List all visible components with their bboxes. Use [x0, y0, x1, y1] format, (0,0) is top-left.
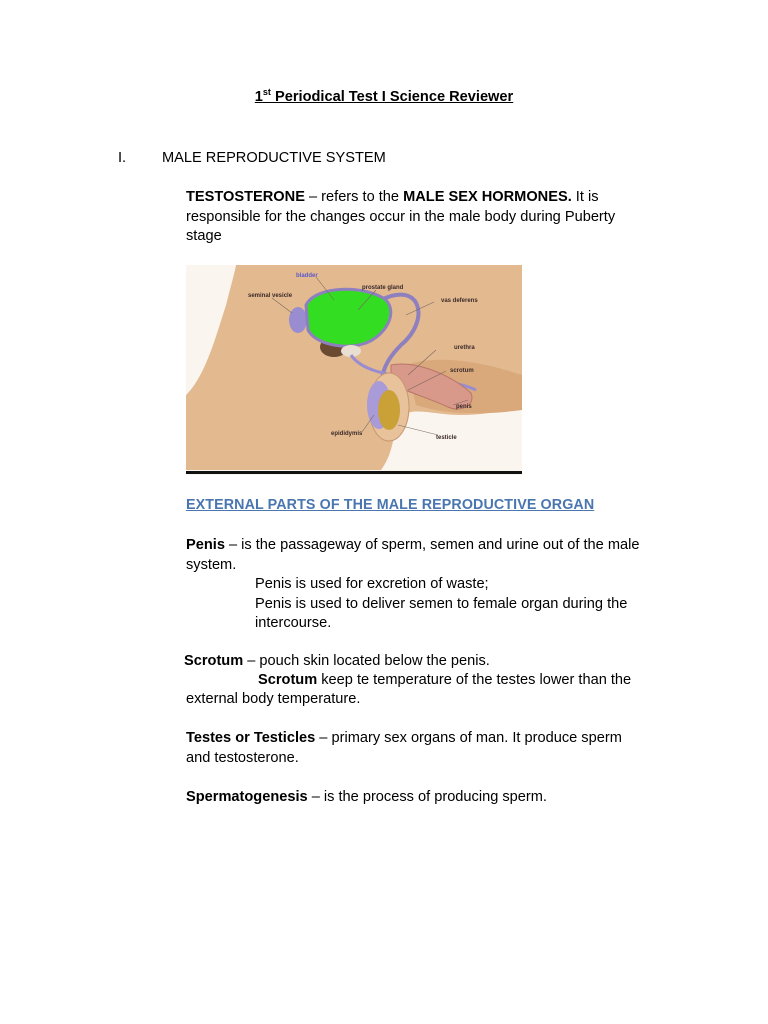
- testosterone-paragraph: [186, 188, 666, 247]
- external-parts-heading: EXTERNAL PARTS OF THE MALE REPRODUCTIVE ORGAN: [186, 497, 595, 513]
- label-vas-deferens: vas deferens: [441, 298, 478, 304]
- title-superscript: st: [262, 87, 271, 97]
- bladder: [306, 289, 391, 346]
- testosterone-line-3: stage: [186, 228, 222, 244]
- spermatogenesis-paragraph: [186, 788, 666, 808]
- scrotum-line-2: [258, 671, 631, 691]
- penis-line-1-text: – is the passageway of sperm, semen and urine out of the male: [224, 537, 640, 553]
- label-prostate-gland: prostate gland: [362, 285, 404, 291]
- penis-uses: [255, 575, 675, 634]
- label-seminal-vesicle: seminal vesicle: [248, 293, 293, 299]
- scrotum-line-1: [184, 652, 490, 672]
- testes-line-1: [186, 729, 666, 749]
- reproductive-system-diagram: [186, 265, 522, 475]
- page-title: [0, 87, 768, 105]
- penis-line-2: system.: [186, 556, 237, 573]
- label-bladder: bladder: [296, 273, 318, 279]
- testosterone-text: – refers to the: [304, 189, 404, 205]
- anatomy-figure: [186, 265, 522, 475]
- penis-line-1: [186, 536, 666, 556]
- testes-line-1-text: – primary sex organs of man. It produce sperm: [315, 730, 622, 746]
- testes-term: Testes or Testicles: [186, 730, 316, 746]
- penis-paragraph: [186, 536, 666, 575]
- testosterone-term: TESTOSTERONE: [186, 189, 305, 205]
- seminal-vesicle: [289, 307, 307, 333]
- testosterone-line-1-end: It is: [571, 189, 599, 205]
- scrotum-line-2-text: keep te temperature of the testes lower than the: [317, 672, 632, 688]
- scrotum-line-1-text: – pouch skin located below the penis.: [243, 653, 490, 669]
- spermatogenesis-term: Spermatogenesis: [186, 789, 308, 805]
- testicle: [378, 390, 400, 430]
- figure-bottom-rule: [186, 471, 522, 474]
- section-title: MALE REPRODUCTIVE SYSTEM: [162, 150, 386, 166]
- section-number: I.: [118, 150, 127, 166]
- label-penis: penis: [456, 404, 472, 410]
- penis-use-2-cont: intercourse.: [255, 615, 332, 631]
- title-text: Periodical Test I Science Reviewer: [270, 88, 514, 105]
- spermatogenesis-text: – is the process of producing sperm.: [307, 789, 547, 805]
- penis-use-1: Penis is used for excretion of waste;: [255, 576, 489, 592]
- penis-use-2: Penis is used to deliver semen to female organ during the: [255, 595, 628, 612]
- label-urethra: urethra: [454, 345, 475, 351]
- testes-line-2: and testosterone.: [186, 749, 299, 766]
- scrotum-line-3: external body temperature.: [186, 691, 361, 707]
- label-epididymis: epididymis: [331, 431, 363, 437]
- male-sex-hormones-term: MALE SEX HORMONES.: [403, 189, 572, 205]
- penis-term: Penis: [186, 537, 225, 553]
- label-scrotum: scrotum: [450, 368, 474, 374]
- scrotum-term: Scrotum: [184, 653, 244, 669]
- testosterone-line-1: [186, 188, 666, 208]
- testes-paragraph: [186, 729, 666, 768]
- title-prefix: 1: [254, 88, 263, 105]
- testosterone-line-2: responsible for the changes occur in the male body during Puberty: [186, 208, 616, 225]
- scrotum-term-2: Scrotum: [258, 672, 318, 688]
- label-testicle: testicle: [436, 435, 457, 441]
